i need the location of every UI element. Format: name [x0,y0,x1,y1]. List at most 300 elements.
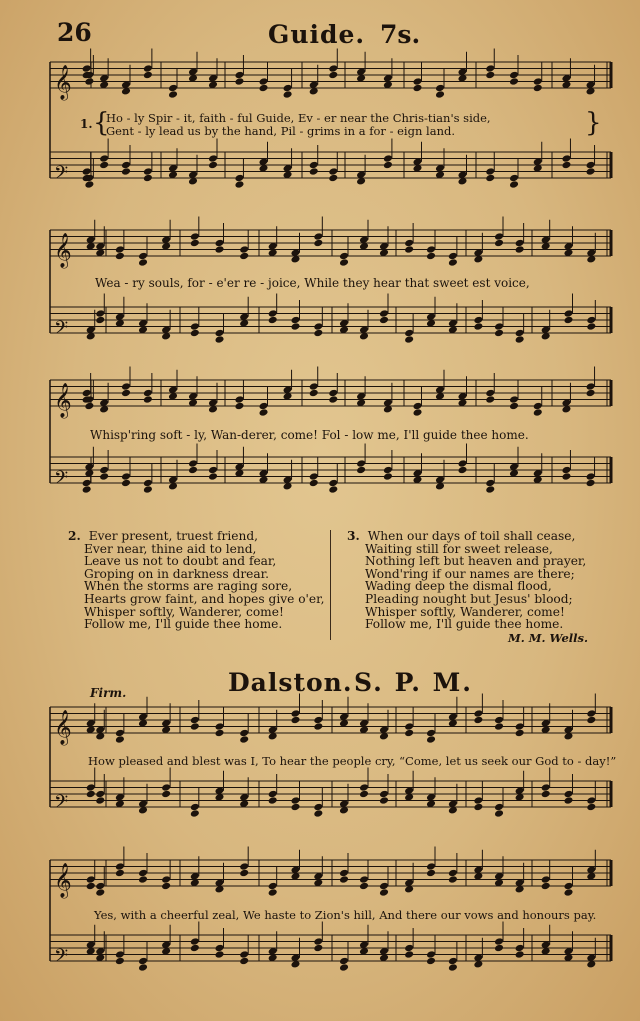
tempo-mark: Firm. [90,686,127,700]
stanza-2-number: 2. [68,529,81,543]
note-head [339,252,349,261]
note-head [309,472,319,481]
treble-clef-icon: 𝄞 [54,710,72,745]
note-head [115,245,125,254]
note-head [313,803,323,812]
note-head [313,722,323,731]
note-head [586,803,596,812]
note-head [404,329,414,338]
note-head [426,950,436,959]
note-head [473,322,483,331]
note-head [190,329,200,338]
note-head [208,472,218,481]
stanza-line: Wading deep the dismal flood, [365,579,552,594]
note-head [138,875,148,884]
note-head [309,389,319,398]
page-number: 26 [57,18,92,47]
note-head [485,71,495,80]
note-head [143,395,153,404]
note-head [208,466,218,475]
note-head [509,77,519,86]
note-head [413,402,423,411]
note-head [379,796,389,805]
note-head [515,729,525,738]
stanza-line: Whisper softly, Wanderer, come! [365,604,565,619]
note-head [328,389,338,398]
note-head [239,245,249,254]
note-head [448,252,458,261]
note-head [121,167,131,176]
note-head [473,803,483,812]
stanza-line: Groping on in darkness drear. [84,566,269,581]
note-head [188,459,198,468]
note-head [339,869,349,878]
note-head [82,479,92,488]
note-head [426,735,436,744]
note-head [379,790,389,799]
note-head [168,90,178,99]
note-head [313,329,323,338]
note-head [328,485,338,494]
note-head [413,84,423,93]
note-head [121,161,131,170]
stanza-line: Follow me, I'll guide thee home. [84,617,283,632]
note-head [82,64,92,73]
bass-clef-icon: 𝄢 [54,163,69,188]
note-head [234,77,244,86]
note-head [215,729,225,738]
note-head [448,258,458,267]
note-head [291,796,301,805]
note-head [291,322,301,331]
note-head [190,944,200,953]
note-head [328,174,338,183]
note-head [383,154,393,163]
note-head [309,167,319,176]
note-head [404,335,414,344]
note-head [95,888,105,897]
note-head [313,239,323,248]
note-head [99,472,109,481]
note-head [215,239,225,248]
note-head [268,309,278,318]
lyric-line-dalston-2: Yes, with a cheerful zeal, We haste to Zion's hill, And there our vows and honours pay. [94,908,597,922]
note-head [561,154,571,163]
note-head [426,862,436,871]
note-head [115,869,125,878]
note-head [359,875,369,884]
lyric-brace-left: { [93,108,110,138]
note-head [515,950,525,959]
stanza-3 [347,530,586,631]
lyric-line-verse2: Gent - ly lead us by the hand, Pil - grims in a for - eign land. [106,124,455,138]
lyric-line-system3: Whisp'ring soft - ly, Wan-derer, come! Fol - low me, I'll guide thee home. [90,428,529,442]
note-head [313,232,323,241]
note-head [309,161,319,170]
note-head [509,180,519,189]
note-head [95,309,105,318]
note-head [541,875,551,884]
note-head [586,479,596,488]
note-head [234,395,244,404]
stanza-line: When our days of toil shall cease, [367,529,576,543]
stanza-3-number: 3. [347,529,360,543]
note-head [383,472,393,481]
note-head [161,882,171,891]
note-head [161,783,171,792]
stanza-line: Wond'ring if our names are there; [365,566,575,581]
note-head [485,389,495,398]
author-credit: M. M. Wells. [508,631,588,645]
note-head [239,252,249,261]
note-head [586,796,596,805]
note-head [291,709,301,718]
note-head [494,722,504,731]
note-head [509,71,519,80]
note-head [564,790,574,799]
stanza-2 [68,530,324,631]
note-head [494,716,504,725]
note-head [215,950,225,959]
note-head [383,466,393,475]
note-head [328,479,338,488]
note-head [259,77,269,86]
verse-number-1: 1. [80,117,93,131]
note-head [485,167,495,176]
note-head [448,963,458,972]
note-head [586,389,596,398]
note-head [328,71,338,80]
note-head [239,950,249,959]
note-head [458,466,468,475]
treble-clef-icon: 𝄞 [54,863,72,898]
note-head [95,882,105,891]
note-head [84,402,94,411]
note-head [291,316,301,325]
note-head [99,161,109,170]
note-head [208,161,218,170]
note-head [143,64,153,73]
hymn-title-guide: Guide. [268,20,366,49]
stanza-line: Pleading nought but Jesus' blood; [365,591,573,606]
note-head [239,957,249,966]
note-head [413,77,423,86]
note-head [313,322,323,331]
note-head [515,245,525,254]
lyric-line-verse1: Ho - ly Spir - it, faith - ful Guide, Ev - er near the Chris-tian's side, [106,111,491,125]
note-head [339,963,349,972]
note-head [234,174,244,183]
note-head [404,239,414,248]
note-head [115,862,125,871]
note-head [494,809,504,818]
note-head [541,882,551,891]
note-head [404,729,414,738]
note-head [328,395,338,404]
note-head [328,64,338,73]
note-head [586,322,596,331]
bass-clef-icon: 𝄢 [54,946,69,971]
note-head [143,174,153,183]
note-head [435,84,445,93]
note-head [121,382,131,391]
stanza-line: Whisper softly, Wanderer, come! [84,604,284,619]
note-head [115,950,125,959]
note-head [84,180,94,189]
note-head [82,485,92,494]
note-head [509,395,519,404]
note-head [215,329,225,338]
note-head [268,790,278,799]
note-head [339,875,349,884]
note-head [121,479,131,488]
note-head [215,335,225,344]
lyric-line-system2: Wea - ry souls, for - e'er re - joice, While they hear that sweet est voice, [95,276,530,290]
treble-clef-icon: 𝄞 [54,65,72,100]
stanza-line: When the storms are raging sore, [84,579,293,594]
stanza-line: Waiting still for sweet release, [365,541,553,556]
note-head [473,316,483,325]
stanza-line: Ever near, thine aid to lend, [84,541,257,556]
note-head [515,329,525,338]
note-head [485,174,495,183]
note-head [95,790,105,799]
note-head [313,937,323,946]
note-head [121,472,131,481]
note-head [494,937,504,946]
note-head [379,882,389,891]
note-head [541,783,551,792]
note-head [473,796,483,805]
note-head [485,395,495,404]
note-head [404,245,414,254]
hymn-meter-guide: 7s. [380,20,421,49]
note-head [138,957,148,966]
note-head [379,888,389,897]
hymn-title-dalston: Dalston. [228,668,353,697]
note-head [586,167,596,176]
note-head [586,382,596,391]
stanza-line: Nothing left but heaven and prayer, [365,554,587,569]
stanza-line: Leave us not to doubt and fear, [84,554,277,569]
note-head [208,154,218,163]
note-head [86,790,96,799]
note-head [586,716,596,725]
note-head [82,389,92,398]
note-head [121,389,131,398]
note-head [95,796,105,805]
note-head [473,716,483,725]
note-head [383,161,393,170]
note-head [586,161,596,170]
note-head [313,716,323,725]
note-head [239,735,249,744]
note-head [86,783,96,792]
note-head [215,245,225,254]
note-head [99,466,109,475]
note-head [359,790,369,799]
note-head [239,869,249,878]
note-head [426,729,436,738]
note-head [533,402,543,411]
note-head [515,722,525,731]
note-head [426,252,436,261]
note-head [359,882,369,891]
note-head [485,485,495,494]
note-head [190,322,200,331]
note-head [586,472,596,481]
note-head [561,466,571,475]
hymn-meter-dalston: S. P. M. [354,668,474,697]
note-head [239,862,249,871]
note-head [283,90,293,99]
note-head [168,84,178,93]
note-head [435,90,445,99]
note-head [586,709,596,718]
note-head [379,309,389,318]
note-head [448,875,458,884]
note-head [379,316,389,325]
note-head [494,803,504,812]
note-head [473,709,483,718]
stanza-line: Follow me, I'll guide thee home. [365,617,564,632]
note-head [356,466,366,475]
note-head [234,71,244,80]
note-head [143,389,153,398]
note-head [533,77,543,86]
note-head [515,335,525,344]
note-head [509,174,519,183]
note-head [564,888,574,897]
note-head [95,316,105,325]
treble-clef-icon: 𝄞 [54,383,72,418]
note-head [309,382,319,391]
note-head [339,957,349,966]
note-head [485,64,495,73]
note-head [143,71,153,80]
note-head [268,316,278,325]
note-head [190,239,200,248]
note-head [190,716,200,725]
note-head [404,722,414,731]
note-head [561,161,571,170]
note-head [84,77,94,86]
treble-clef-icon: 𝄞 [54,233,72,268]
note-head [190,937,200,946]
note-head [541,790,551,799]
bass-clef-icon: 𝄢 [54,792,69,817]
note-head [99,154,109,163]
note-head [515,944,525,953]
note-head [215,944,225,953]
note-head [564,882,574,891]
note-head [494,322,504,331]
note-head [86,875,96,884]
note-head [313,809,323,818]
note-head [161,875,171,884]
note-head [448,957,458,966]
note-head [161,790,171,799]
note-head [259,84,269,93]
note-head [115,252,125,261]
note-head [138,869,148,878]
note-head [404,950,414,959]
note-head [115,957,125,966]
note-head [313,944,323,953]
note-head [309,479,319,488]
note-head [356,459,366,468]
note-head [115,729,125,738]
note-head [328,167,338,176]
note-head [561,472,571,481]
note-head [494,944,504,953]
note-head [515,239,525,248]
note-head [359,783,369,792]
staff-lines [50,62,611,971]
note-head [138,258,148,267]
note-head [234,180,244,189]
note-head [291,716,301,725]
note-head [564,796,574,805]
note-head [485,479,495,488]
stanza-divider [330,530,331,640]
note-head [426,957,436,966]
note-head [138,252,148,261]
note-head [339,258,349,267]
note-head [115,735,125,744]
note-head [143,485,153,494]
note-head [509,402,519,411]
note-head [458,459,468,468]
note-head [564,309,574,318]
note-heads [82,49,597,972]
note-head [143,479,153,488]
note-head [190,809,200,818]
note-head [404,944,414,953]
note-head [268,796,278,805]
note-head [494,329,504,338]
note-head [234,402,244,411]
note-head [188,466,198,475]
note-head [190,803,200,812]
note-head [190,722,200,731]
note-head [564,316,574,325]
note-head [413,408,423,417]
note-head [268,888,278,897]
note-head [259,408,269,417]
note-head [268,882,278,891]
note-head [494,232,504,241]
note-head [586,316,596,325]
note-head [291,803,301,812]
note-head [190,232,200,241]
note-head [283,84,293,93]
bass-clef-icon: 𝄢 [54,318,69,343]
note-head [239,729,249,738]
stanza-line: Hearts grow faint, and hopes give o'er, [84,591,325,606]
note-head [426,245,436,254]
note-head [138,963,148,972]
stanza-line: Ever present, truest friend, [88,529,259,543]
bass-clef-icon: 𝄢 [54,468,69,493]
note-head [533,84,543,93]
note-head [215,722,225,731]
note-head [426,869,436,878]
note-head [143,167,153,176]
note-head [86,882,96,891]
note-head [494,239,504,248]
lyric-brace-right: } [585,108,602,138]
